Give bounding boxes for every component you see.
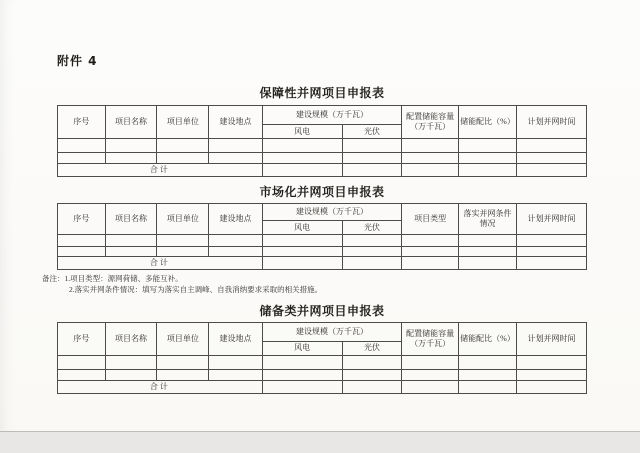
empty-cell	[209, 247, 262, 257]
empty-cell	[402, 355, 459, 369]
empty-cell	[157, 139, 209, 153]
header-pv: 光伏	[342, 125, 402, 139]
header-wind: 风电	[262, 341, 342, 355]
header-grid-time: 计划并网时间	[517, 204, 587, 235]
empty-cell	[517, 139, 587, 153]
total-row	[58, 380, 587, 393]
empty-cell	[58, 369, 106, 380]
remark-line-2: 2.落实并网条件情况：填写为落实自主调峰、自我消纳要求采取的相关措施。	[69, 284, 323, 294]
header-storage-capacity: 配置储能容量（万千瓦）	[402, 322, 459, 355]
empty-cell	[58, 247, 106, 257]
header-storage-ratio: 储能配比（%）	[458, 322, 516, 355]
empty-cell	[105, 235, 157, 247]
header-location: 建设地点	[209, 204, 262, 235]
empty-cell	[342, 235, 402, 247]
empty-cell	[105, 355, 157, 369]
empty-cell	[517, 369, 587, 380]
empty-cell	[517, 380, 587, 393]
empty-data-row	[58, 369, 587, 380]
total-row	[58, 257, 587, 270]
empty-cell	[58, 139, 106, 153]
reserve-table	[57, 322, 587, 394]
header-seq: 序号	[58, 106, 106, 139]
empty-cell	[262, 139, 342, 153]
empty-cell	[458, 257, 516, 270]
guaranteed-table	[57, 105, 587, 177]
empty-cell	[105, 153, 157, 164]
empty-cell	[105, 369, 157, 380]
empty-cell	[342, 257, 402, 270]
empty-cell	[209, 153, 262, 164]
empty-cell	[458, 235, 516, 247]
empty-data-row	[58, 139, 587, 153]
scan-background	[0, 431, 640, 453]
header-pv: 光伏	[342, 221, 402, 235]
empty-cell	[402, 247, 459, 257]
market-table-section	[57, 183, 587, 270]
empty-cell	[262, 247, 342, 257]
header-location: 建设地点	[209, 106, 262, 139]
empty-cell	[105, 139, 157, 153]
empty-cell	[458, 247, 516, 257]
header-row-main	[58, 204, 587, 221]
empty-cell	[157, 235, 209, 247]
header-seq: 序号	[58, 204, 106, 235]
empty-cell	[458, 139, 516, 153]
header-grid-time: 计划并网时间	[517, 322, 587, 355]
empty-cell	[458, 355, 516, 369]
header-scale-group: 建设规模（万千瓦）	[262, 106, 402, 125]
empty-cell	[517, 153, 587, 164]
header-wind: 风电	[262, 221, 342, 235]
header-wind: 风电	[262, 125, 342, 139]
empty-cell	[105, 247, 157, 257]
empty-cell	[262, 235, 342, 247]
empty-data-row	[58, 247, 587, 257]
empty-cell	[517, 355, 587, 369]
empty-cell	[58, 355, 106, 369]
header-grid-conditions: 落实并网条件情况	[458, 204, 516, 235]
empty-cell	[517, 164, 587, 177]
empty-cell	[342, 153, 402, 164]
header-project-unit: 项目单位	[157, 204, 209, 235]
header-pv: 光伏	[342, 341, 402, 355]
empty-cell	[157, 369, 209, 380]
total-row	[58, 164, 587, 177]
empty-cell	[402, 257, 459, 270]
empty-cell	[209, 355, 262, 369]
empty-cell	[458, 380, 516, 393]
empty-cell	[517, 257, 587, 270]
empty-data-row	[58, 153, 587, 164]
empty-cell	[262, 153, 342, 164]
total-label-cell: 合计	[58, 257, 263, 270]
empty-cell	[209, 139, 262, 153]
reserve-table-title: 储备类并网项目申报表	[259, 303, 385, 318]
empty-cell	[157, 355, 209, 369]
market-table-title: 市场化并网项目申报表	[259, 185, 385, 199]
total-label-cell: 合计	[58, 164, 263, 177]
header-storage-ratio: 储能配比（%）	[458, 106, 516, 139]
guaranteed-table-title: 保障性并网项目申报表	[259, 86, 385, 100]
remark-line-1: 备注：1.项目类型：源网荷储、多能互补。	[42, 274, 183, 283]
empty-cell	[262, 380, 342, 393]
empty-cell	[517, 235, 587, 247]
attachment-label: 附件 4	[57, 54, 98, 68]
empty-cell	[58, 153, 106, 164]
empty-cell	[262, 369, 342, 380]
header-project-name: 项目名称	[105, 106, 157, 139]
empty-cell	[517, 247, 587, 257]
empty-data-row	[58, 355, 587, 369]
empty-cell	[402, 153, 459, 164]
total-label-cell: 合计	[58, 380, 263, 393]
empty-cell	[262, 164, 342, 177]
header-storage-capacity: 配置储能容量（万千瓦）	[402, 106, 459, 139]
empty-cell	[342, 369, 402, 380]
empty-cell	[58, 235, 106, 247]
empty-cell	[342, 355, 402, 369]
empty-cell	[157, 247, 209, 257]
header-scale-group: 建设规模（万千瓦）	[262, 204, 402, 221]
remarks-block	[42, 274, 587, 296]
empty-cell	[209, 369, 262, 380]
empty-cell	[342, 380, 402, 393]
header-row-main	[58, 322, 587, 341]
header-project-type: 项目类型	[402, 204, 459, 235]
header-grid-time: 计划并网时间	[517, 106, 587, 139]
empty-cell	[342, 139, 402, 153]
header-project-unit: 项目单位	[157, 106, 209, 139]
guaranteed-table-section	[57, 84, 587, 177]
header-row-main	[58, 106, 587, 125]
header-location: 建设地点	[209, 322, 262, 355]
header-seq: 序号	[58, 322, 106, 355]
header-project-unit: 项目单位	[157, 322, 209, 355]
header-scale-group: 建设规模（万千瓦）	[262, 322, 402, 341]
empty-cell	[402, 139, 459, 153]
empty-cell	[262, 355, 342, 369]
empty-cell	[157, 153, 209, 164]
empty-cell	[402, 369, 459, 380]
empty-cell	[402, 235, 459, 247]
header-project-name: 项目名称	[105, 322, 157, 355]
empty-cell	[402, 164, 459, 177]
empty-cell	[402, 380, 459, 393]
reserve-table-section	[57, 302, 587, 394]
empty-cell	[458, 164, 516, 177]
empty-cell	[458, 153, 516, 164]
header-project-name: 项目名称	[105, 204, 157, 235]
empty-data-row	[58, 235, 587, 247]
market-table	[57, 203, 587, 270]
empty-cell	[458, 369, 516, 380]
empty-cell	[262, 257, 342, 270]
empty-cell	[209, 235, 262, 247]
empty-cell	[342, 164, 402, 177]
empty-cell	[342, 247, 402, 257]
